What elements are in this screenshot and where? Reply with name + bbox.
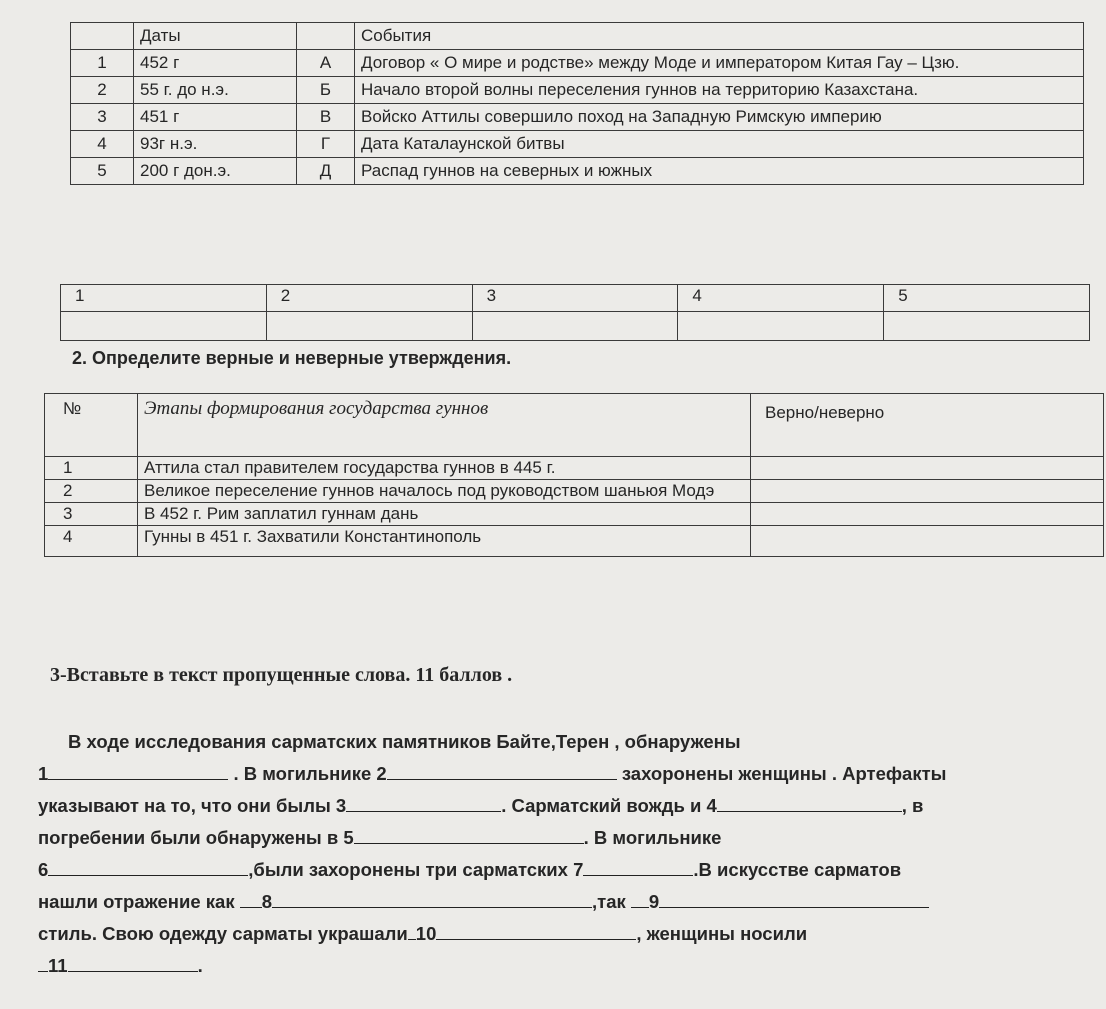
row-num: 1 bbox=[45, 457, 138, 480]
row-letter: Б bbox=[297, 77, 355, 104]
blank-input[interactable] bbox=[408, 919, 416, 940]
blank-input[interactable] bbox=[387, 759, 617, 780]
text-span: .В искусстве сарматов bbox=[693, 859, 902, 880]
row-event: Договор « О мире и родстве» между Моде и императором Китая Гау – Цзю. bbox=[355, 50, 1084, 77]
blank-label: 7 bbox=[573, 859, 584, 880]
answer-grid bbox=[60, 284, 1090, 341]
table-header-row bbox=[71, 23, 1084, 50]
text-span: . В могильнике bbox=[583, 827, 722, 848]
text-span: , в bbox=[901, 795, 924, 816]
section3-title: 3-Вставьте в текст пропущенные слова. 11 баллов . bbox=[50, 664, 513, 686]
blank-input[interactable] bbox=[583, 855, 693, 876]
text-span: . bbox=[197, 955, 203, 976]
header-stage: Этапы формирования государства гуннов bbox=[138, 394, 751, 457]
answer-header-2: 2 bbox=[266, 285, 472, 312]
row-num: 1 bbox=[71, 50, 134, 77]
row-letter: Д bbox=[297, 158, 355, 185]
table-row bbox=[45, 503, 1104, 526]
text-line bbox=[38, 758, 1098, 790]
header-num: № bbox=[45, 394, 138, 457]
header-num bbox=[71, 23, 134, 50]
text-span: . Сарматский вождь и bbox=[501, 795, 702, 816]
row-num: 5 bbox=[71, 158, 134, 185]
blank-label: 3 bbox=[335, 795, 347, 816]
text-line bbox=[38, 918, 1098, 950]
answer-header-4: 4 bbox=[678, 285, 884, 312]
answer-header-5: 5 bbox=[884, 285, 1090, 312]
blank-input[interactable] bbox=[346, 791, 501, 812]
answer-cell[interactable] bbox=[751, 457, 1104, 480]
text-span: погребении были обнаружены в bbox=[38, 827, 339, 848]
blank-input[interactable] bbox=[659, 887, 929, 908]
blank-label: 2 bbox=[376, 763, 387, 784]
table-row bbox=[71, 104, 1084, 131]
text-line bbox=[38, 950, 1098, 982]
row-num: 2 bbox=[45, 480, 138, 503]
answer-cell[interactable] bbox=[751, 480, 1104, 503]
text-span: указывают на то, что они былы bbox=[38, 795, 331, 816]
blank-label: 11 bbox=[48, 955, 68, 976]
text-span: ,так bbox=[592, 891, 626, 912]
blank-input[interactable] bbox=[436, 919, 636, 940]
blank-input[interactable] bbox=[38, 951, 48, 972]
answer-cell[interactable] bbox=[678, 312, 884, 341]
row-num: 4 bbox=[45, 526, 138, 557]
row-event: Распад гуннов на северных и южных bbox=[355, 158, 1084, 185]
table-row bbox=[45, 480, 1104, 503]
blank-input[interactable] bbox=[48, 855, 248, 876]
table-row bbox=[71, 77, 1084, 104]
row-text: Великое переселение гуннов началось под руководством шаньюя Модэ bbox=[138, 480, 751, 503]
blank-label: 6 bbox=[38, 859, 49, 880]
header-letter bbox=[297, 23, 355, 50]
blank-input[interactable] bbox=[631, 887, 649, 908]
answer-cell[interactable] bbox=[751, 503, 1104, 526]
row-text: Аттила стал правителем государства гуннов в 445 г. bbox=[138, 457, 751, 480]
blank-input[interactable] bbox=[354, 823, 584, 844]
answer-cell[interactable] bbox=[751, 526, 1104, 557]
blank-label: 9 bbox=[648, 891, 660, 912]
text-span: . В могильнике bbox=[233, 763, 372, 784]
blank-input[interactable] bbox=[68, 951, 198, 972]
text-line bbox=[38, 854, 1098, 886]
answer-cell[interactable] bbox=[884, 312, 1090, 341]
text-line bbox=[38, 886, 1098, 918]
text-line bbox=[38, 822, 1098, 854]
blank-label: 8 bbox=[261, 891, 273, 912]
blank-label: 5 bbox=[343, 827, 354, 848]
answer-header-1: 1 bbox=[61, 285, 267, 312]
row-date: 451 г bbox=[134, 104, 297, 131]
blank-input[interactable] bbox=[240, 887, 262, 908]
answer-cell[interactable] bbox=[472, 312, 678, 341]
row-num: 2 bbox=[71, 77, 134, 104]
row-text: В 452 г. Рим заплатил гуннам дань bbox=[138, 503, 751, 526]
text-line bbox=[38, 790, 1098, 822]
row-letter: А bbox=[297, 50, 355, 77]
row-letter: В bbox=[297, 104, 355, 131]
blank-label: 1 bbox=[38, 763, 49, 784]
row-event: Начало второй волны переселения гуннов на территорию Казахстана. bbox=[355, 77, 1084, 104]
row-num: 3 bbox=[45, 503, 138, 526]
text-span: ,были захоронены три сарматских bbox=[248, 859, 568, 880]
row-date: 93г н.э. bbox=[134, 131, 297, 158]
row-date: 55 г. до н.э. bbox=[134, 77, 297, 104]
table-row bbox=[45, 526, 1104, 557]
header-answer: Верно/неверно bbox=[751, 394, 1104, 457]
row-event: Войско Аттилы совершило поход на Западную Римскую империю bbox=[355, 104, 1084, 131]
text-span: захоронены женщины . Артефакты bbox=[621, 763, 947, 784]
blank-label: 4 bbox=[706, 795, 717, 816]
row-num: 4 bbox=[71, 131, 134, 158]
row-text: Гунны в 451 г. Захватили Константинополь bbox=[138, 526, 751, 557]
answer-cell[interactable] bbox=[266, 312, 472, 341]
text-span: , женщины носили bbox=[636, 923, 808, 944]
dates-events-table bbox=[70, 22, 1084, 185]
table-row bbox=[71, 158, 1084, 185]
answer-grid-header bbox=[61, 285, 1090, 312]
table-row bbox=[71, 50, 1084, 77]
row-event: Дата Каталаунской битвы bbox=[355, 131, 1084, 158]
blank-label: 10 bbox=[415, 923, 437, 944]
header-events: События bbox=[355, 23, 1084, 50]
header-dates: Даты bbox=[134, 23, 297, 50]
answer-cell[interactable] bbox=[61, 312, 267, 341]
row-num: 3 bbox=[71, 104, 134, 131]
fill-in-text bbox=[38, 726, 1098, 982]
table-header-row bbox=[45, 394, 1104, 457]
text-span: стиль. Свою одежду сарматы украшали bbox=[38, 923, 408, 944]
answer-header-3: 3 bbox=[472, 285, 678, 312]
row-letter: Г bbox=[297, 131, 355, 158]
row-date: 452 г bbox=[134, 50, 297, 77]
blank-input[interactable] bbox=[272, 887, 592, 908]
table-row bbox=[45, 457, 1104, 480]
text-line: В ходе исследования сарматских памятников Байте,Терен , обнаружены bbox=[68, 731, 741, 752]
statements-table bbox=[44, 393, 1104, 557]
section2-title: 2. Определите верные и неверные утверждения. bbox=[72, 348, 512, 368]
row-date: 200 г дон.э. bbox=[134, 158, 297, 185]
text-span: нашли отражение как bbox=[38, 891, 235, 912]
blank-input[interactable] bbox=[48, 759, 228, 780]
blank-input[interactable] bbox=[717, 791, 902, 812]
answer-grid-row bbox=[61, 312, 1090, 341]
table-row bbox=[71, 131, 1084, 158]
